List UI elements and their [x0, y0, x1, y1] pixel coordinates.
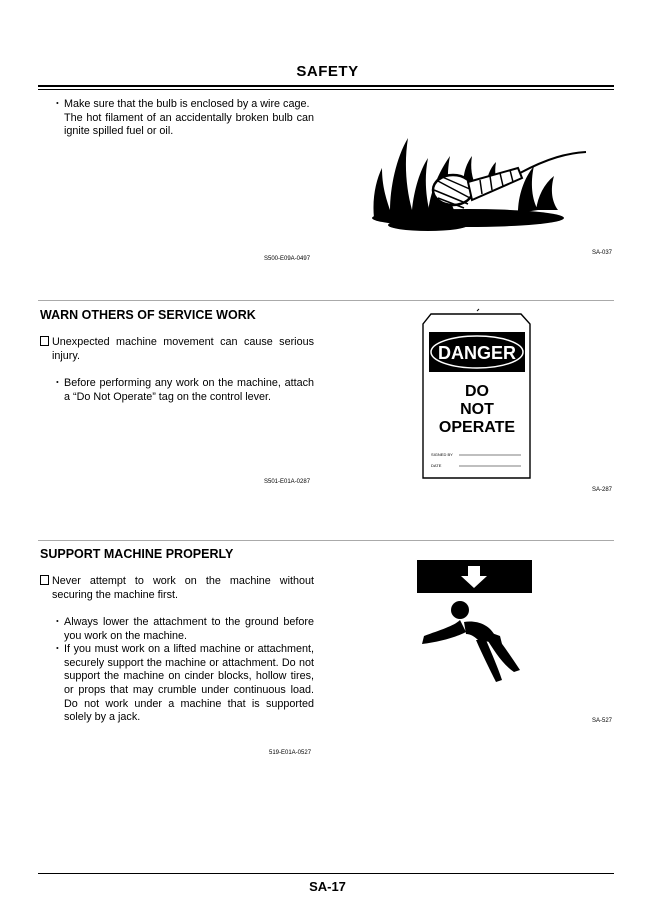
section-divider — [38, 540, 614, 541]
section1-bullet-line1: Make sure that the bulb is enclosed by a wire cage. — [64, 98, 310, 110]
page-number: SA-17 — [309, 879, 346, 894]
section2-warning: Unexpected machine movement can cause serious injury. — [52, 336, 314, 362]
section3-bullet2: If you must work on a lifted machine or attachment, securely support the machine or attachment. Do not support the machine on cinder blocks, hollow tires, or props that may crumble under continuous load. Do not work under a machine that is supported solely by a jack. — [64, 643, 314, 724]
bulb-fire-illustration — [368, 118, 590, 236]
section3-bullet1: Always lower the attachment to the ground before you work on the machine. — [64, 616, 314, 642]
tag-line2: NOT — [460, 401, 494, 418]
section3-bullets — [52, 616, 314, 725]
section3-heading: SUPPORT MACHINE PROPERLY — [40, 547, 234, 561]
section2-doc-code: S501-E01A-0287 — [264, 479, 311, 485]
checkbox-icon — [40, 336, 49, 346]
bullet-mark: ・ — [52, 98, 63, 110]
section1-doc-code: S500-E09A-0497 — [264, 256, 311, 262]
tag-danger-text: DANGER — [437, 343, 517, 363]
section3-warning-row — [40, 575, 314, 602]
bullet-mark: ・ — [52, 616, 63, 628]
bullet-mark: ・ — [52, 377, 63, 389]
section2-heading: WARN OTHERS OF SERVICE WORK — [40, 308, 256, 322]
tag-signed-by: SIGNED BY — [431, 452, 453, 457]
tag-line1: DO — [465, 383, 489, 400]
section2-bullet-row — [52, 377, 314, 404]
section3-doc-code: 519-E01A-0527 — [269, 750, 312, 756]
bullet-mark: ・ — [52, 643, 63, 656]
header-rule-thin — [38, 89, 614, 90]
section2-figure-code: SA-287 — [592, 487, 613, 493]
section3-warning: Never attempt to work on the machine without securing the machine first. — [52, 575, 314, 601]
checkbox-icon — [40, 575, 49, 585]
header-rule-thick — [38, 85, 614, 87]
section1-figure-code: SA-037 — [592, 250, 613, 256]
page-title: SAFETY — [296, 63, 359, 80]
section2-bullet: Before performing any work on the machine, attach a “Do Not Operate” tag on the control lever. — [64, 377, 314, 403]
section2-warning-row — [40, 336, 314, 363]
section-divider — [38, 300, 614, 301]
tag-line3: OPERATE — [438, 419, 516, 436]
section1-bullet-line2: The hot filament of an accidentally broken bulb can ignite spilled fuel or oil. — [64, 111, 314, 138]
section1-text — [52, 98, 314, 139]
tag-date: DATE — [431, 463, 442, 468]
danger-tag-illustration — [419, 308, 533, 480]
footer-rule — [38, 873, 614, 874]
crush-hazard-illustration — [416, 560, 533, 710]
section3-figure-code: SA-527 — [592, 718, 613, 724]
